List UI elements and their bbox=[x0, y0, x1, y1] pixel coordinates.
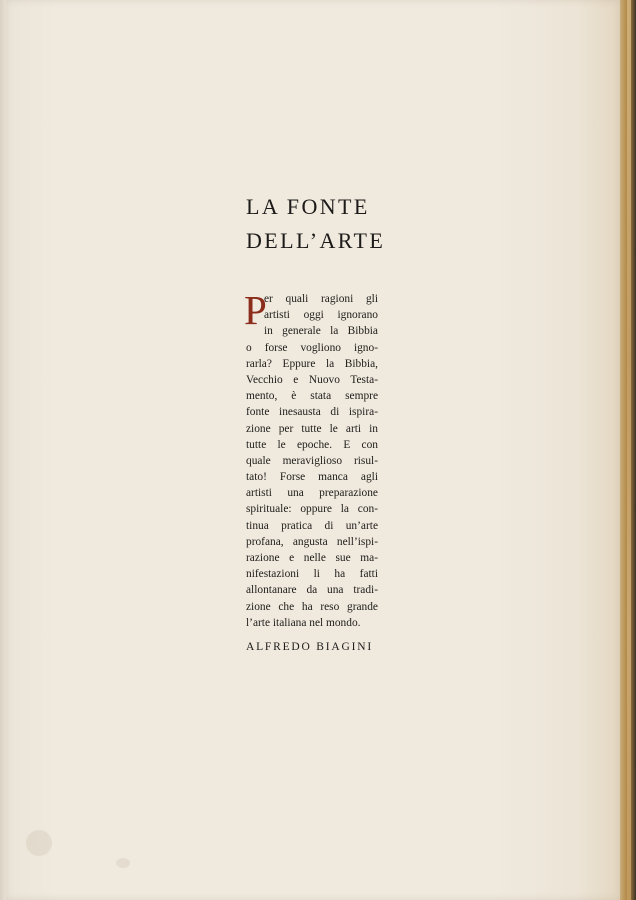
body-line: spirituale: oppure la con- bbox=[246, 503, 378, 516]
body-line: tutte le epoche. E con bbox=[246, 438, 378, 451]
body-line: profana, angusta nell’ispi- bbox=[246, 535, 378, 548]
paper-stain bbox=[26, 830, 52, 856]
article-title bbox=[246, 190, 385, 258]
body-line: artisti una preparazione bbox=[246, 487, 378, 500]
body-line: artisti oggi ignorano bbox=[264, 309, 378, 322]
body-line: zione che ha reso grande bbox=[246, 600, 378, 613]
body-line: rarla? Eppure la Bibbia, bbox=[246, 357, 378, 370]
body-line: Vecchio e Nuovo Testa- bbox=[246, 373, 378, 386]
paper-stain bbox=[116, 858, 130, 868]
drop-cap: P bbox=[244, 287, 267, 333]
body-line: tato! Forse manca agli bbox=[246, 471, 378, 484]
body-line: zione per tutte le arti in bbox=[246, 422, 378, 435]
article-body bbox=[244, 287, 378, 631]
body-line: mento, è stata sempre bbox=[246, 390, 378, 403]
title-line-2: DELL’ARTE bbox=[246, 228, 386, 253]
page-stack-edge bbox=[627, 0, 631, 900]
body-line: razione e nelle sue ma- bbox=[246, 552, 378, 564]
body-line: o forse vogliono igno- bbox=[246, 341, 378, 354]
body-line: nifestazioni li ha fatti bbox=[246, 568, 378, 581]
author-signature: ALFREDO BIAGINI bbox=[246, 641, 373, 653]
body-line: l’arte italiana nel mondo. bbox=[246, 616, 361, 629]
body-line: allontanare da una tradi- bbox=[246, 584, 378, 597]
body-line: fonte inesausta di ispira- bbox=[246, 406, 378, 419]
body-line: er quali ragioni gli bbox=[264, 293, 378, 305]
title-line-1: LA FONTE bbox=[246, 194, 370, 219]
body-line: quale meraviglioso risul- bbox=[246, 454, 378, 467]
body-line: in generale la Bibbia bbox=[264, 325, 378, 338]
body-line: tinua pratica di un’arte bbox=[246, 519, 378, 532]
